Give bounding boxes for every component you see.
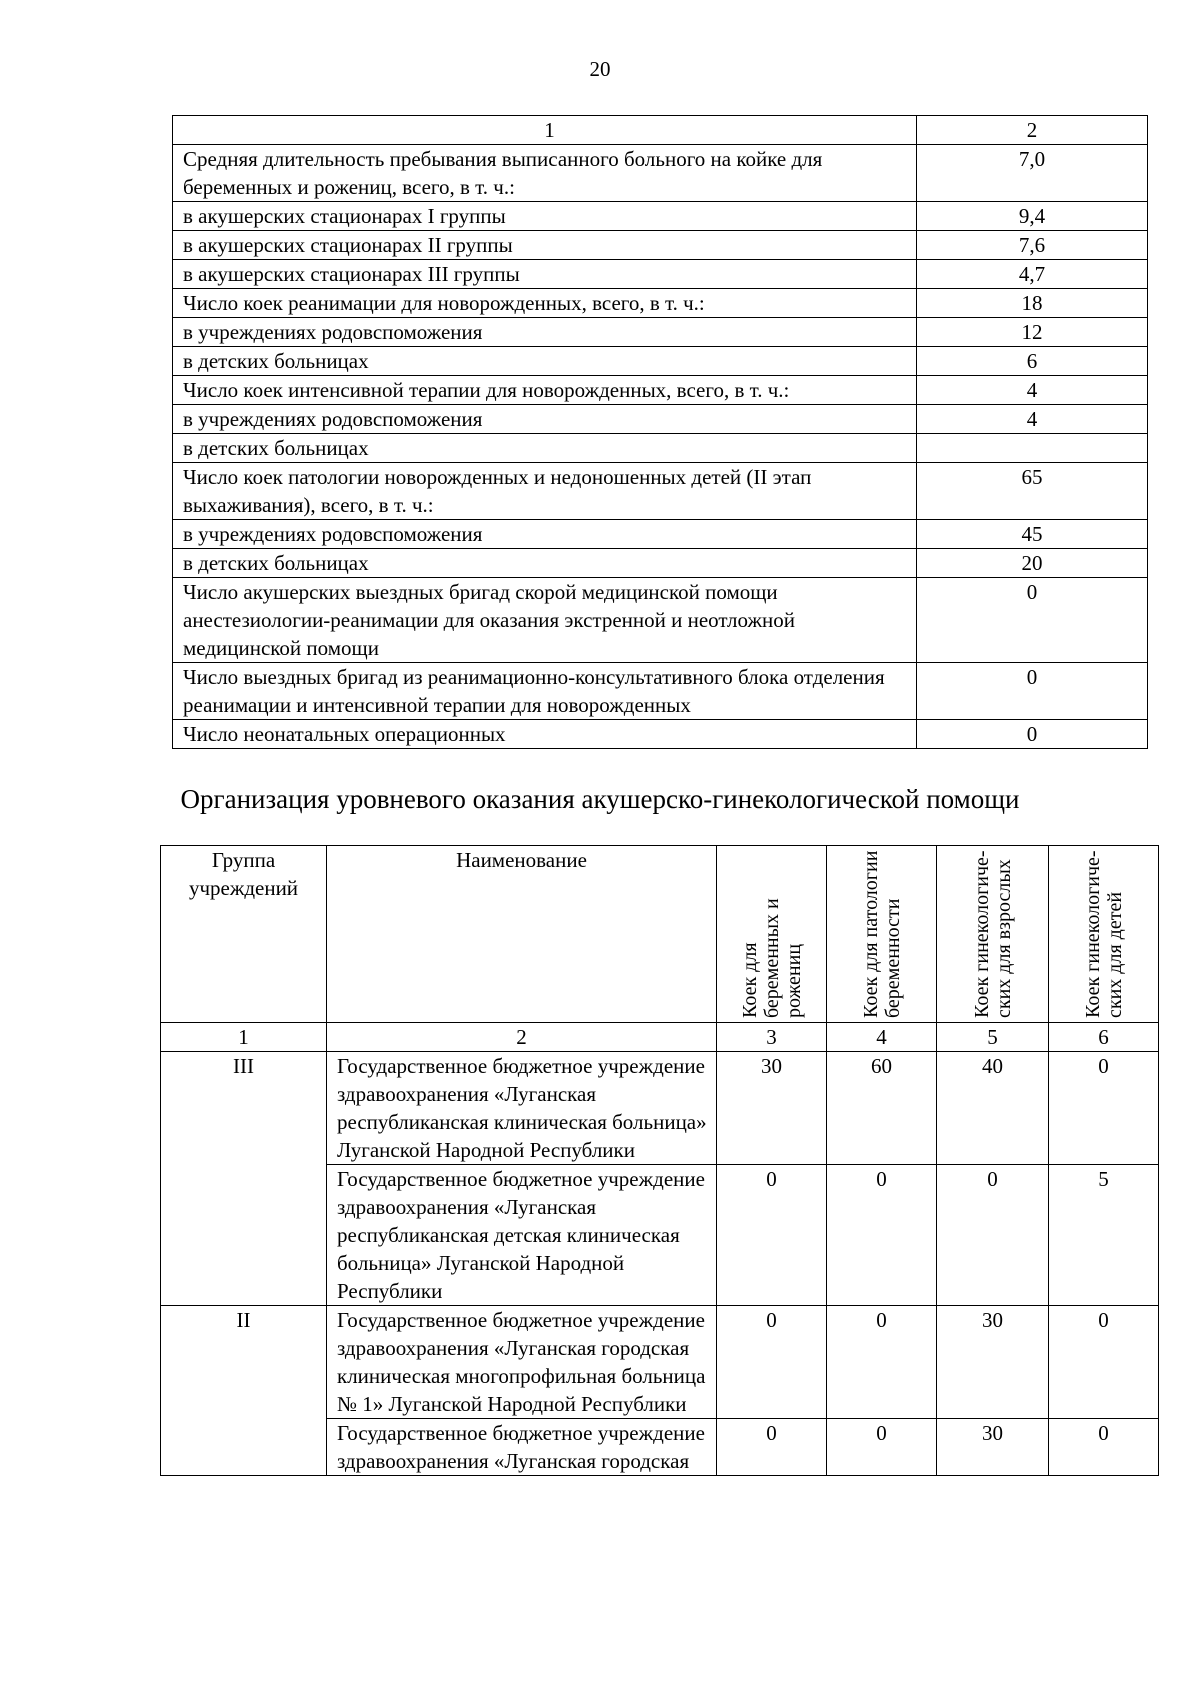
row-value: 4 [917,405,1148,434]
table-row [173,145,1148,202]
row-value: 20 [917,549,1148,578]
table-row [161,1306,1159,1419]
cell-value: 30 [937,1419,1049,1476]
row-value: 4,7 [917,260,1148,289]
group-column-header: Группа учреждений [161,846,327,1023]
vertical-header-text: Коек для патологии беременности [859,850,904,1018]
vertical-header-text: Коек гинекологиче-ских для детей [1081,850,1126,1018]
column-number: 3 [717,1023,827,1052]
cell-value: 0 [827,1419,937,1476]
row-value: 0 [917,578,1148,663]
row-value: 65 [917,463,1148,520]
table-row [173,549,1148,578]
care-levels-table [160,845,1159,1476]
cell-value: 0 [937,1165,1049,1306]
table-row [173,520,1148,549]
column-header: 1 [173,116,917,145]
row-value: 7,6 [917,231,1148,260]
column-header [827,846,937,1023]
institution-name: Государственное бюджетное учреждение здравоохранения «Луганская республиканская детская клиническая больница» Луганской Народной Республики [327,1165,717,1306]
row-value: 4 [917,376,1148,405]
table-row [173,376,1148,405]
table-row [173,720,1148,749]
row-label: в детских больницах [173,549,917,578]
cell-value: 5 [1049,1165,1159,1306]
table-row [173,202,1148,231]
cell-value: 30 [717,1052,827,1165]
row-label: в детских больницах [173,434,917,463]
row-value: 45 [917,520,1148,549]
table-row [173,318,1148,347]
table-row [173,434,1148,463]
column-numbers-row [161,1023,1159,1052]
table-header-row [173,116,1148,145]
cell-value: 0 [1049,1306,1159,1419]
institution-name: Государственное бюджетное учреждение здравоохранения «Луганская городская клиническая многопрофильная больница № 1» Луганской Народной Республики [327,1306,717,1419]
cell-value: 0 [827,1165,937,1306]
row-label: в учреждениях родовспоможения [173,520,917,549]
vertical-header-text: Коек гинекологиче-ских для взрослых [970,850,1015,1018]
row-label: Число акушерских выездных бригад скорой медицинской помощи анестезиологии-реанимации для оказания экстренной и неотложной медицинской помощи [173,578,917,663]
row-value: 0 [917,663,1148,720]
row-label: Число выездных бригад из реанимационно-консультативного блока отделения реанимации и интенсивной терапии для новорожденных [173,663,917,720]
row-label: Число коек патологии новорожденных и недоношенных детей (II этап выхаживания), всего, в т. ч.: [173,463,917,520]
row-label: в акушерских стационарах I группы [173,202,917,231]
cell-value: 0 [717,1165,827,1306]
table-row [173,405,1148,434]
page-number: 20 [589,57,611,81]
column-number: 1 [161,1023,327,1052]
table-row [173,663,1148,720]
row-label: в акушерских стационарах II группы [173,231,917,260]
row-label: в акушерских стационарах III группы [173,260,917,289]
column-header: 2 [917,116,1148,145]
group-cell: II [161,1306,327,1476]
table-row [173,260,1148,289]
cell-value: 0 [1049,1052,1159,1165]
cell-value: 0 [717,1419,827,1476]
cell-value: 0 [827,1306,937,1419]
cell-value: 40 [937,1052,1049,1165]
row-value: 18 [917,289,1148,318]
column-header [1049,846,1159,1023]
column-number: 4 [827,1023,937,1052]
cell-value: 60 [827,1052,937,1165]
indicators-table [172,115,1148,749]
institution-name: Государственное бюджетное учреждение здравоохранения «Луганская республиканская клиническая больница» Луганской Народной Республики [327,1052,717,1165]
cell-value: 0 [1049,1419,1159,1476]
row-value [917,434,1148,463]
cell-value: 0 [717,1306,827,1419]
row-value: 12 [917,318,1148,347]
row-label: в учреждениях родовспоможения [173,405,917,434]
institution-name: Государственное бюджетное учреждение здравоохранения «Луганская городская [327,1419,717,1476]
row-label: Число неонатальных операционных [173,720,917,749]
row-label: в детских больницах [173,347,917,376]
row-value: 9,4 [917,202,1148,231]
table-row [173,463,1148,520]
section-title: Организация уровневого оказания акушерско-гинекологической помощи [180,784,1020,814]
table-row [173,347,1148,376]
column-header [937,846,1049,1023]
group-cell: III [161,1052,327,1306]
table-row [161,1052,1159,1165]
column-number: 2 [327,1023,717,1052]
vertical-header-text: Коек для беременных и рожениц [738,898,805,1018]
row-label: в учреждениях родовспоможения [173,318,917,347]
table-row [173,231,1148,260]
name-column-header: Наименование [327,846,717,1023]
cell-value: 30 [937,1306,1049,1419]
table-header-row [161,846,1159,1023]
column-number: 5 [937,1023,1049,1052]
table-row [173,578,1148,663]
row-value: 0 [917,720,1148,749]
row-value: 6 [917,347,1148,376]
row-value: 7,0 [917,145,1148,202]
column-number: 6 [1049,1023,1159,1052]
row-label: Число коек реанимации для новорожденных, всего, в т. ч.: [173,289,917,318]
column-header [717,846,827,1023]
row-label: Средняя длительность пребывания выписанного больного на койке для беременных и рожениц, всего, в т. ч.: [173,145,917,202]
table-row [173,289,1148,318]
row-label: Число коек интенсивной терапии для новорожденных, всего, в т. ч.: [173,376,917,405]
